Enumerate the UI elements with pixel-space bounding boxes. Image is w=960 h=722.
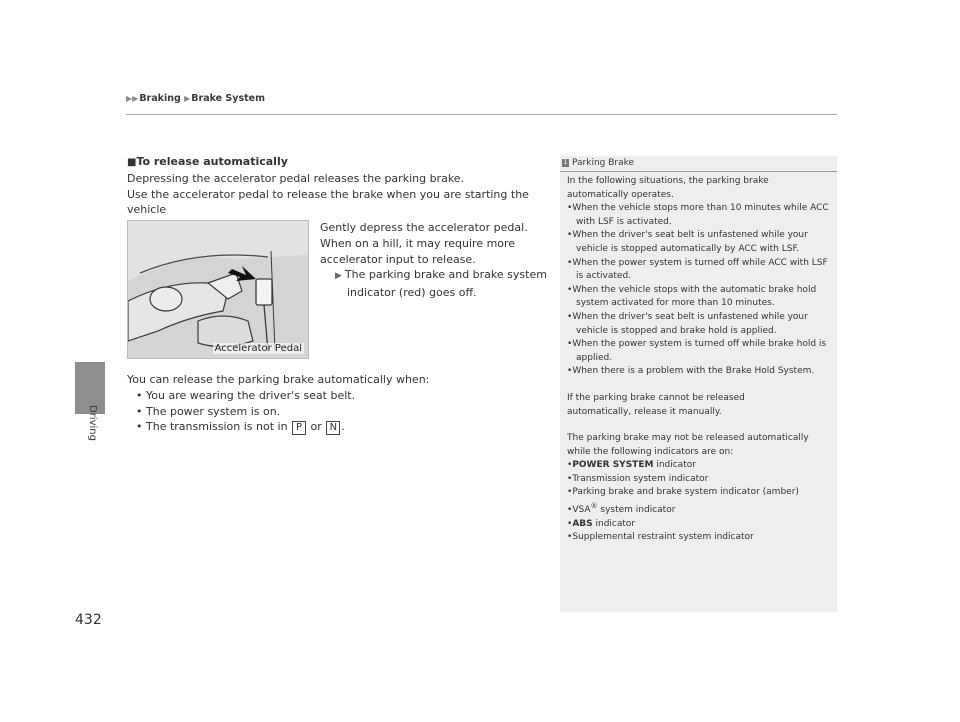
breadcrumb-arrow-icon: ▶▶ — [126, 94, 139, 103]
key-p: P — [292, 421, 306, 435]
breadcrumb — [126, 93, 265, 104]
note-body — [567, 175, 832, 545]
note-bullet: •When the driver's seat belt is unfastened while your vehicle is stopped automatically by ACC with LSF. — [567, 230, 808, 254]
note-text: automatically operates. — [567, 189, 674, 200]
release-steps — [320, 220, 560, 301]
note-text: In the following situations, the parking brake — [567, 176, 769, 186]
header-rule — [126, 114, 837, 115]
indicator-item: •ABS indicator — [567, 518, 636, 529]
release-conditions — [127, 372, 557, 435]
conditions-intro: You can release the parking brake automatically when: — [127, 373, 430, 386]
indicator-item: •Parking brake and brake system indicator (amber) — [567, 487, 799, 498]
note-rule — [560, 171, 837, 172]
note-text: while the following indicators are on: — [567, 446, 734, 457]
bullet-icon: • — [567, 532, 573, 543]
note-bullet: •When the vehicle stops with the automatic brake hold system activated for more than 10 minutes. — [567, 284, 817, 309]
step-result: ▶ The parking brake and brake system — [335, 268, 547, 282]
indicator-item: •VSA® system indicator — [567, 502, 676, 516]
bullet-icon: • — [567, 339, 573, 350]
bullet-icon: • — [567, 473, 573, 484]
note-text: If the parking brake cannot be released — [567, 392, 745, 403]
bullet-icon: • — [567, 518, 573, 529]
note-text: automatically, release it manually. — [567, 406, 722, 417]
note-title[interactable]: Parking Brake — [572, 158, 635, 168]
chapter-label: Driving — [87, 405, 98, 441]
note-text: The parking brake may not be released automatically — [567, 433, 809, 444]
section-heading: ■To release automatically — [127, 155, 288, 168]
square-bullet-icon: ■ — [127, 157, 137, 168]
step-line: accelerator input to release. — [320, 252, 476, 266]
note-header — [560, 156, 837, 171]
bullet-icon: • — [567, 284, 573, 295]
step-line: Gently depress the accelerator pedal. — [320, 221, 528, 234]
breadcrumb-arrow-icon: ▶ — [184, 94, 191, 103]
list-item: • The power system is on. — [136, 404, 281, 418]
bullet-icon: • — [567, 311, 573, 322]
note-bullet: •When the driver's seat belt is unfastened while your vehicle is stopped and brake hold is applied. — [567, 311, 808, 336]
accelerator-pedal-illustration — [127, 220, 309, 359]
step-line: When on a hill, it may require more — [320, 236, 516, 250]
step-result-cont: indicator (red) goes off. — [347, 286, 477, 300]
pedal-drawing — [128, 221, 308, 358]
bullet-icon: • — [567, 366, 573, 377]
bullet-icon: • — [136, 420, 146, 434]
key-n: N — [326, 421, 340, 435]
figure-caption: Accelerator Pedal — [214, 343, 302, 354]
indicator-item: •Transmission system indicator — [567, 473, 709, 484]
bullet-icon: • — [567, 230, 573, 241]
bullet-icon: • — [136, 404, 146, 418]
list-item: • You are wearing the driver's seat belt. — [136, 388, 356, 402]
intro-line-1: Depressing the accelerator pedal releases the parking brake. — [127, 171, 465, 185]
result-arrow-icon: ▶ — [335, 271, 342, 282]
bullet-icon: • — [136, 388, 146, 402]
note-bullet: •When the power system is turned off while ACC with LSF is activated. — [567, 257, 828, 282]
indicator-item: •Supplemental restraint system indicator — [567, 532, 754, 543]
bullet-icon: • — [567, 505, 573, 516]
breadcrumb-level1[interactable]: Braking — [139, 93, 181, 104]
parking-brake-note — [560, 156, 837, 612]
breadcrumb-level2[interactable]: Brake System — [191, 93, 265, 104]
indicator-item: •POWER SYSTEM indicator — [567, 460, 696, 471]
note-marker-icon: 1 — [563, 159, 568, 166]
note-bullet: •When the power system is turned off while brake hold is applied. — [567, 339, 827, 363]
note-bullet: •When the vehicle stops more than 10 minutes while ACC with LSF is activated. — [567, 203, 829, 227]
note-bullet: •When there is a problem with the Brake Hold System. — [567, 366, 815, 377]
intro-line-2: Use the accelerator pedal to release the brake when you are starting the vehicle — [127, 187, 529, 217]
bullet-icon: • — [567, 257, 573, 268]
page-number: 432 — [75, 612, 102, 628]
bullet-icon: • — [567, 203, 573, 214]
bullet-icon: • — [567, 460, 573, 471]
list-item: • The transmission is not in P or N . — [136, 420, 345, 434]
bullet-icon: • — [567, 487, 573, 498]
